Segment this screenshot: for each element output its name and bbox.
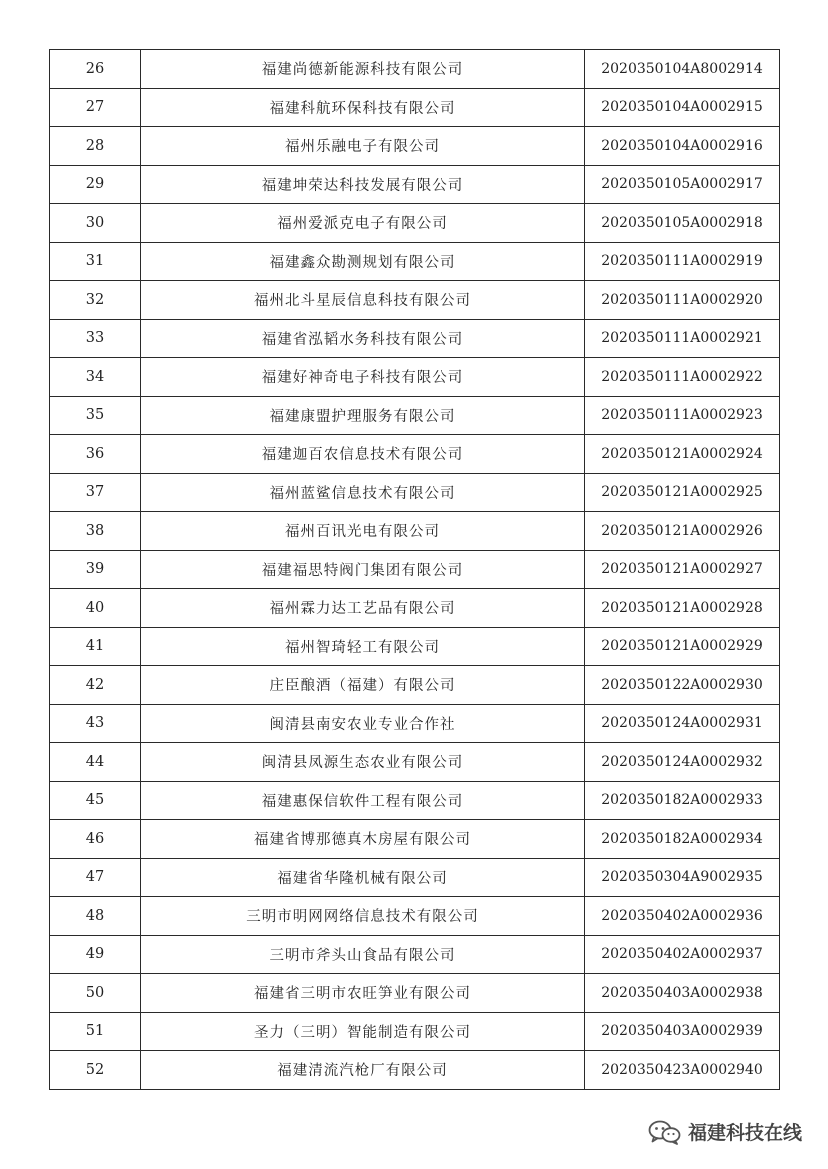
registration-code: 2020350402A0002937 [585, 935, 780, 974]
registration-code: 2020350111A0002921 [585, 319, 780, 358]
table-row [50, 550, 780, 589]
company-name: 福建清流汽枪厂有限公司 [141, 1051, 585, 1090]
registration-code: 2020350121A0002928 [585, 589, 780, 628]
registration-code: 2020350122A0002930 [585, 666, 780, 705]
row-number: 31 [50, 242, 141, 281]
table-row [50, 512, 780, 551]
company-name: 福建康盟护理服务有限公司 [141, 396, 585, 435]
table-row [50, 396, 780, 435]
registration-code: 2020350124A0002931 [585, 704, 780, 743]
table-row [50, 1012, 780, 1051]
registration-code: 2020350182A0002933 [585, 781, 780, 820]
registration-table-container [49, 49, 776, 1090]
company-name: 福建科航环保科技有限公司 [141, 88, 585, 127]
registration-code: 2020350104A0002916 [585, 127, 780, 166]
table-row [50, 781, 780, 820]
company-name: 福建省泓韬水务科技有限公司 [141, 319, 585, 358]
company-name: 福建鑫众勘测规划有限公司 [141, 242, 585, 281]
row-number: 29 [50, 165, 141, 204]
registration-code: 2020350105A0002917 [585, 165, 780, 204]
row-number: 38 [50, 512, 141, 551]
company-name: 三明市斧头山食品有限公司 [141, 935, 585, 974]
table-row [50, 704, 780, 743]
row-number: 48 [50, 897, 141, 936]
company-name: 福州智琦轻工有限公司 [141, 627, 585, 666]
table-row [50, 242, 780, 281]
registration-code: 2020350304A9002935 [585, 858, 780, 897]
table-body [50, 50, 780, 1090]
registration-code: 2020350121A0002925 [585, 473, 780, 512]
company-name: 福建坤荣达科技发展有限公司 [141, 165, 585, 204]
row-number: 33 [50, 319, 141, 358]
table-row [50, 50, 780, 89]
row-number: 40 [50, 589, 141, 628]
row-number: 42 [50, 666, 141, 705]
row-number: 32 [50, 281, 141, 320]
company-name: 福建福思特阀门集团有限公司 [141, 550, 585, 589]
registration-code: 2020350124A0002932 [585, 743, 780, 782]
registration-table [49, 49, 780, 1090]
registration-code: 2020350104A0002915 [585, 88, 780, 127]
table-row [50, 627, 780, 666]
table-row [50, 666, 780, 705]
row-number: 45 [50, 781, 141, 820]
row-number: 50 [50, 974, 141, 1013]
company-name: 福建惠保信软件工程有限公司 [141, 781, 585, 820]
row-number: 30 [50, 204, 141, 243]
registration-code: 2020350121A0002927 [585, 550, 780, 589]
company-name: 福建迦百农信息技术有限公司 [141, 435, 585, 474]
row-number: 44 [50, 743, 141, 782]
table-row [50, 974, 780, 1013]
registration-code: 2020350104A8002914 [585, 50, 780, 89]
company-name: 圣力（三明）智能制造有限公司 [141, 1012, 585, 1051]
registration-code: 2020350111A0002919 [585, 242, 780, 281]
table-row [50, 858, 780, 897]
table-row [50, 1051, 780, 1090]
company-name: 福建尚德新能源科技有限公司 [141, 50, 585, 89]
company-name: 福建省三明市农旺笋业有限公司 [141, 974, 585, 1013]
company-name: 福州百讯光电有限公司 [141, 512, 585, 551]
company-name: 三明市明网网络信息技术有限公司 [141, 897, 585, 936]
row-number: 39 [50, 550, 141, 589]
table-row [50, 473, 780, 512]
company-name: 福州蓝鲨信息技术有限公司 [141, 473, 585, 512]
table-row [50, 589, 780, 628]
registration-code: 2020350403A0002938 [585, 974, 780, 1013]
registration-code: 2020350121A0002929 [585, 627, 780, 666]
company-name: 福州爱派克电子有限公司 [141, 204, 585, 243]
registration-code: 2020350402A0002936 [585, 897, 780, 936]
company-name: 福州霖力达工艺品有限公司 [141, 589, 585, 628]
registration-code: 2020350111A0002923 [585, 396, 780, 435]
row-number: 37 [50, 473, 141, 512]
company-name: 福建省博那德真木房屋有限公司 [141, 820, 585, 859]
table-row [50, 743, 780, 782]
registration-code: 2020350403A0002939 [585, 1012, 780, 1051]
table-row [50, 897, 780, 936]
company-name: 闽清县凤源生态农业有限公司 [141, 743, 585, 782]
watermark [648, 1118, 802, 1145]
table-row [50, 204, 780, 243]
row-number: 46 [50, 820, 141, 859]
table-row [50, 435, 780, 474]
registration-code: 2020350105A0002918 [585, 204, 780, 243]
registration-code: 2020350423A0002940 [585, 1051, 780, 1090]
company-name: 闽清县南安农业专业合作社 [141, 704, 585, 743]
table-row [50, 935, 780, 974]
company-name: 福州乐融电子有限公司 [141, 127, 585, 166]
registration-code: 2020350121A0002926 [585, 512, 780, 551]
table-row [50, 358, 780, 397]
table-row [50, 319, 780, 358]
row-number: 47 [50, 858, 141, 897]
wechat-icon [648, 1119, 682, 1145]
table-row [50, 820, 780, 859]
row-number: 34 [50, 358, 141, 397]
row-number: 35 [50, 396, 141, 435]
company-name: 福建省华隆机械有限公司 [141, 858, 585, 897]
table-row [50, 281, 780, 320]
row-number: 51 [50, 1012, 141, 1051]
table-row [50, 88, 780, 127]
registration-code: 2020350182A0002934 [585, 820, 780, 859]
table-row [50, 165, 780, 204]
row-number: 41 [50, 627, 141, 666]
row-number: 36 [50, 435, 141, 474]
row-number: 52 [50, 1051, 141, 1090]
watermark-text: 福建科技在线 [687, 1122, 802, 1144]
registration-code: 2020350111A0002920 [585, 281, 780, 320]
company-name: 福建好神奇电子科技有限公司 [141, 358, 585, 397]
company-name: 福州北斗星辰信息科技有限公司 [141, 281, 585, 320]
row-number: 49 [50, 935, 141, 974]
company-name: 庄臣酿酒（福建）有限公司 [141, 666, 585, 705]
row-number: 43 [50, 704, 141, 743]
row-number: 27 [50, 88, 141, 127]
row-number: 26 [50, 50, 141, 89]
registration-code: 2020350111A0002922 [585, 358, 780, 397]
table-row [50, 127, 780, 166]
registration-code: 2020350121A0002924 [585, 435, 780, 474]
row-number: 28 [50, 127, 141, 166]
